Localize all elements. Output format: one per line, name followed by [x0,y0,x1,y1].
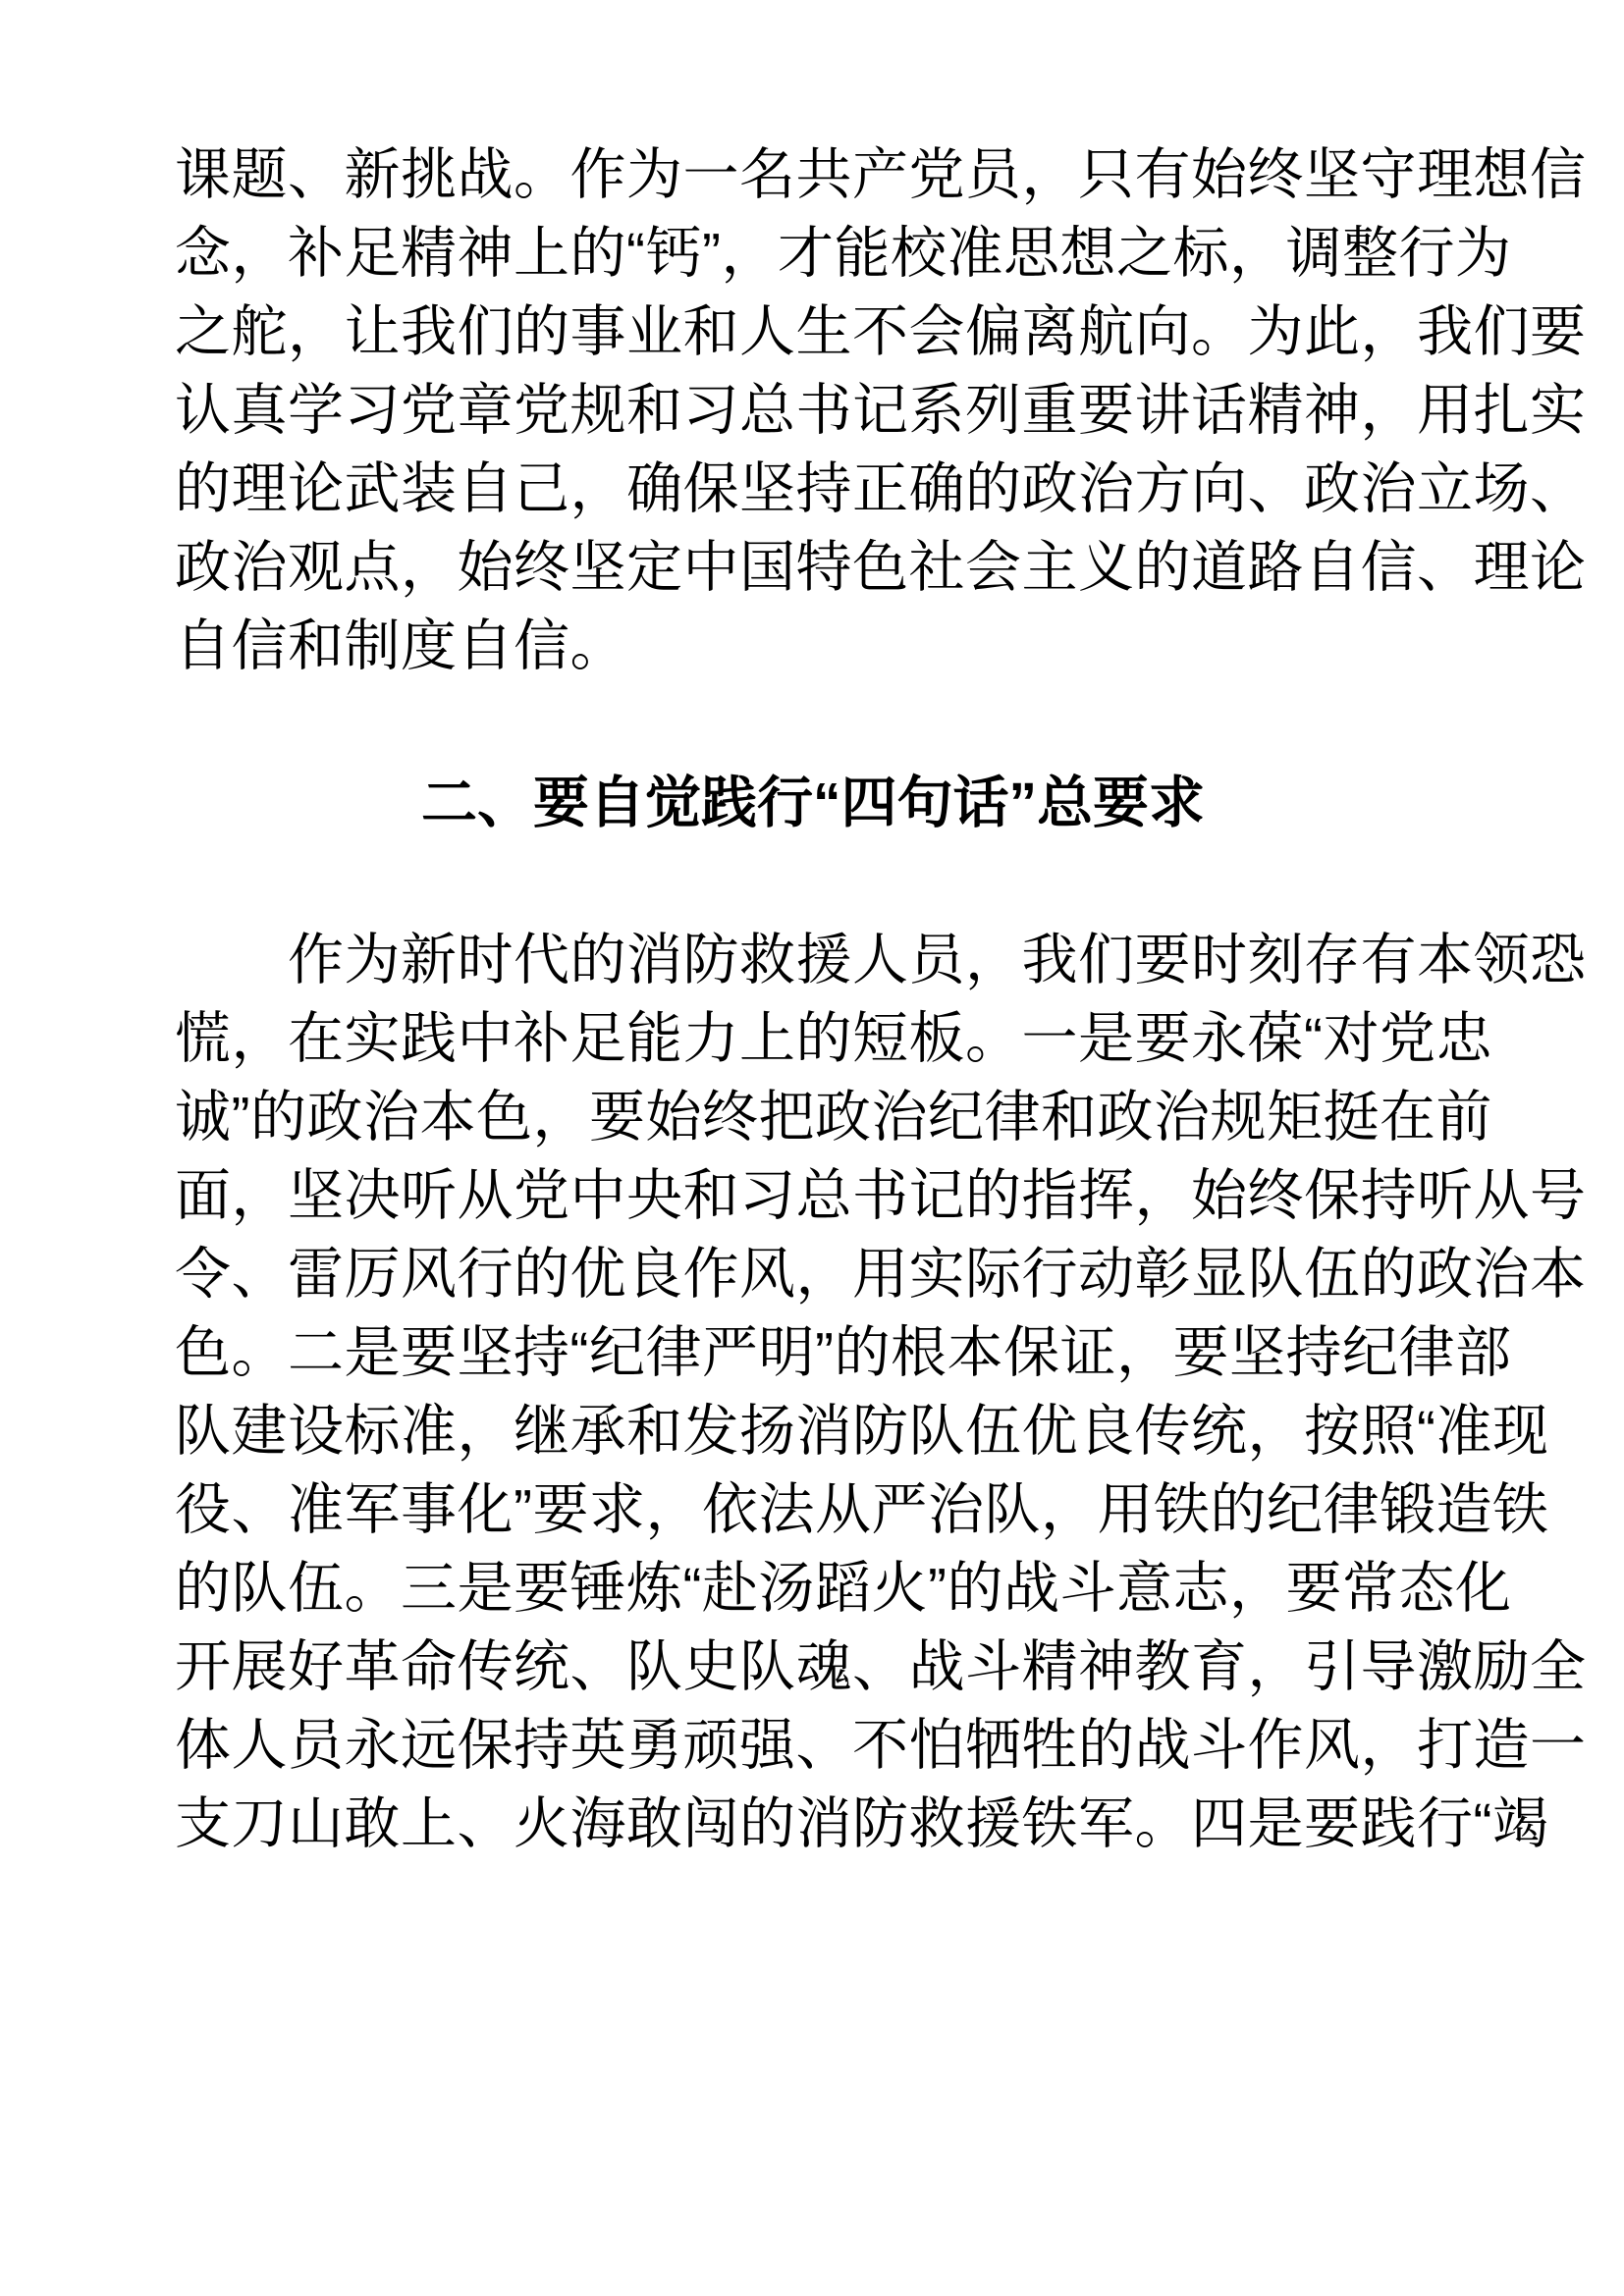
text-line: 的理论武装自己，确保坚持正确的政治方向、政治立场、 [175,457,1587,520]
text-line: 自信和制度自信。 [175,614,626,677]
text-line: 的队伍。三是要锤炼“赴汤蹈火”的战斗意志，要常态化 [175,1557,1512,1620]
text-line: 开展好革命传统、队史队魂、战斗精神教育，引导激励全 [175,1635,1587,1698]
text-line: 支刀山敢上、火海敢闯的消防救援铁军。四是要践行“竭 [175,1792,1549,1855]
text-line: 作为新时代的消防救援人员，我们要时刻存有本领恐 [175,929,1587,991]
text-line: 政治观点，始终坚定中国特色社会主义的道路自信、理论 [175,536,1587,599]
text-line: 令、雷厉风行的优良作风，用实际行动彰显队伍的政治本 [175,1243,1587,1306]
block-spacer [175,685,1451,764]
section-heading-two: 二、要自觉践行“四句话”总要求 [421,772,1205,834]
text-line: 役、准军事化”要求，依法从严治队，用铁的纪律锻造铁 [175,1478,1549,1541]
text-line: 体人员永远保持英勇顽强、不怕牺牲的战斗作风，打造一 [175,1714,1587,1777]
text-line: 课题、新挑战。作为一名共产党员，只有始终坚守理想信 [175,143,1587,206]
text-line: 念，补足精神上的“钙”，才能校准思想之标，调整行为 [175,222,1512,285]
text-line: 队建设标准，继承和发扬消防队伍优良传统，按照“准现 [175,1400,1549,1463]
document-body [175,135,1587,1863]
paragraph-continued-ideals [175,135,1587,685]
text-line: 认真学习党章党规和习总书记系列重要讲话精神，用扎实 [175,379,1587,442]
text-line: 慌，在实践中补足能力上的短板。一是要永葆“对党忠 [175,1007,1492,1070]
text-line: 诚”的政治本色，要始终把政治纪律和政治规矩挺在前 [175,1086,1492,1148]
text-line: 之舵，让我们的事业和人生不会偏离航向。为此，我们要 [175,300,1587,363]
text-line: 色。二是要坚持“纪律严明”的根本保证，要坚持纪律部 [175,1321,1512,1384]
text-line: 面，坚决听从党中央和习总书记的指挥，始终保持听从号 [175,1164,1587,1227]
paragraph-four-sentences [175,921,1587,1863]
block-spacer [175,842,1451,921]
